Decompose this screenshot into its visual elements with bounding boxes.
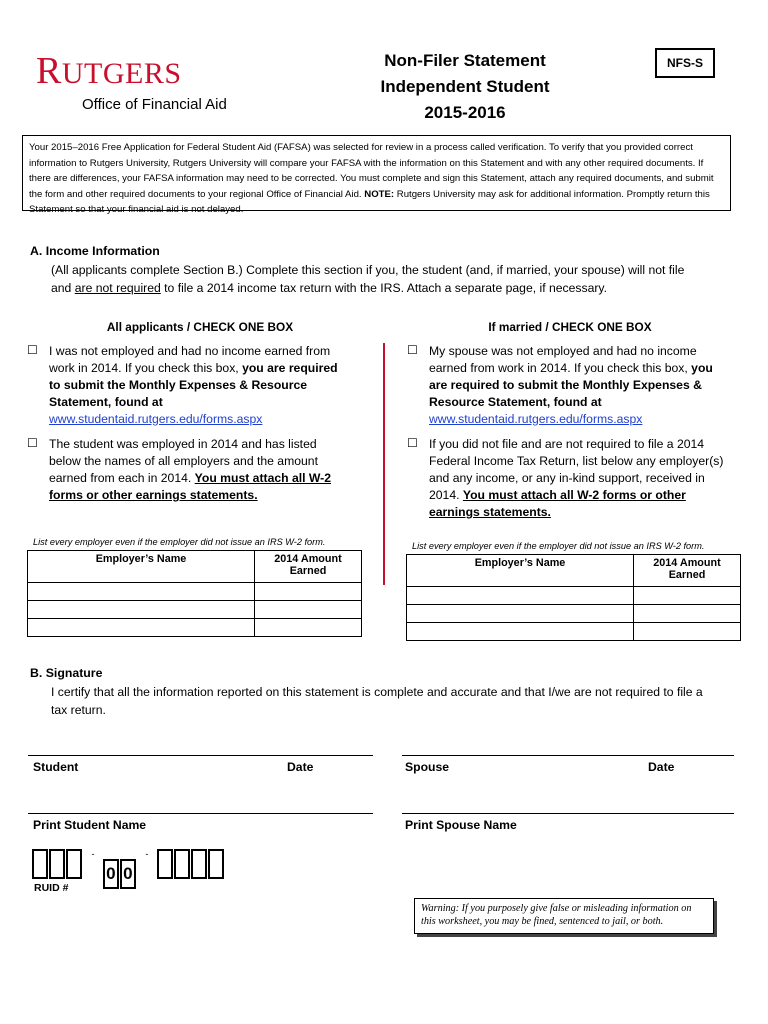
student-date-label: Date [287,760,314,774]
employer-name-header: Employer’s Name [28,551,255,583]
amount-cell[interactable] [255,619,362,637]
section-b-heading: B. Signature [30,666,103,680]
print-student-name-line[interactable] [28,813,373,814]
spouse-date-label: Date [648,760,675,774]
checkbox-icon[interactable]: ☐ [407,436,418,450]
student-label: Student [33,760,79,774]
column-divider [383,343,385,585]
amount-cell[interactable] [634,623,741,641]
section-a-heading: A. Income Information [30,244,160,258]
checkbox-icon[interactable]: ☐ [407,343,418,357]
logo-subtitle: Office of Financial Aid [82,96,227,113]
print-spouse-name-label: Print Spouse Name [405,818,517,832]
certification-line-2: tax return. [51,703,106,717]
ruid-digit-box[interactable] [32,849,48,879]
right-option-spouse-not-employed[interactable]: ☐ My spouse was not employed and had no income earned from work in 2014. If you check this box, you are required to submit the Monthly Expenses & Resource Statement, found at www.studentaid.rutgers.edu/forms.aspx [407,343,747,431]
left-employer-table [27,550,362,637]
ruid-digit-box[interactable] [49,849,65,879]
page-title: Non-Filer Statement Independent Student 2015-2016 [380,51,550,122]
spouse-label: Spouse [405,760,450,774]
employer-name-header: Employer’s Name [407,555,634,587]
ruid-digit-box[interactable] [208,849,224,879]
employer-name-cell[interactable] [407,605,634,623]
amount-cell[interactable] [255,601,362,619]
right-column-heading: If married / CHECK ONE BOX [488,320,652,334]
left-option-not-employed[interactable]: ☐ I was not employed and had no income earned from work in 2014. If you check this box, you are required to submit the Monthly Expenses & Resource Statement, found at www.studentaid.rutgers.edu/forms.aspx [27,343,377,431]
intro-box: Your 2015–2016 Free Application for Federal Student Aid (FAFSA) was selected for review in a process called verification. To verify that you provided correct information to Rutgers University, Rutgers University will compare your FAFSA with the information on this Statement and with any other required documents. If there are differences, your FAFSA information may need to be corrected. You must complete and sign this Statement, attach any required documents, and submit the form and other required documents to your regional Office of Financial Aid. NOTE: Rutgers University may ask for additional information. Promptly return this Statement so that your financial aid is not delayed. [22,135,731,211]
student-signature-line[interactable] [28,755,373,756]
ruid-separator: - [91,849,95,859]
checkbox-icon[interactable]: ☐ [27,343,38,357]
ruid-separator: - [145,849,149,859]
ruid-fixed-digit: 0 [103,859,119,889]
ruid-label: RUID # [34,882,69,894]
right-option-spouse-did-not-file[interactable]: ☐ If you did not file and are not required to file a 2014 Federal Income Tax Return, list below any employer(s) and any income, or any in-kind support, received in 2014. You must attach all W-2 forms or other earnings statements. [407,436,724,519]
certification-line-1: I certify that all the information reported on this statement is complete and accurate and that I/we are not required to file a [51,685,703,699]
section-a-line-1: (All applicants complete Section B.) Complete this section if you, the student (and, if married, your spouse) will not file [51,263,685,277]
right-table-note: List every employer even if the employer did not issue an IRS W-2 form. [412,541,705,551]
amount-header: 2014 Amount Earned [255,551,362,583]
amount-cell[interactable] [255,583,362,601]
ruid-digit-box[interactable] [174,849,190,879]
checkbox-icon[interactable]: ☐ [27,436,38,450]
ruid-digit-box[interactable] [157,849,173,879]
print-spouse-name-line[interactable] [402,813,734,814]
amount-cell[interactable] [634,605,741,623]
rutgers-logo: RUTGERS [36,50,182,92]
spouse-signature-line[interactable] [402,755,734,756]
left-column-heading: All applicants / CHECK ONE BOX [106,320,294,334]
left-table-note: List every employer even if the employer did not issue an IRS W-2 form. [33,537,326,547]
employer-name-cell[interactable] [28,583,255,601]
employer-name-cell[interactable] [407,623,634,641]
ruid-digit-box[interactable] [191,849,207,879]
employer-name-cell[interactable] [28,601,255,619]
print-student-name-label: Print Student Name [33,818,147,832]
amount-header: 2014 Amount Earned [634,555,741,587]
left-option-employed[interactable]: ☐ The student was employed in 2014 and has listed below the names of all employers and the amount earned from each in 2014. You must attach all W-2 forms or other earnings statements. [27,436,331,502]
amount-cell[interactable] [634,587,741,605]
forms-link[interactable]: www.studentaid.rutgers.edu/forms.aspx [429,412,643,426]
warning-box: Warning: If you purposely give false or misleading information on this worksheet, you may be fined, sentenced to jail, or both. [414,898,714,934]
forms-link[interactable]: www.studentaid.rutgers.edu/forms.aspx [49,412,263,426]
form-code-badge: NFS-S [655,48,715,78]
section-a-line-2: and are not required to file a 2014 income tax return with the IRS. Attach a separate page, if necessary. [51,281,607,295]
employer-name-cell[interactable] [28,619,255,637]
ruid-digit-box[interactable] [66,849,82,879]
employer-name-cell[interactable] [407,587,634,605]
ruid-fixed-digit: 0 [120,859,136,889]
right-employer-table [406,554,741,641]
